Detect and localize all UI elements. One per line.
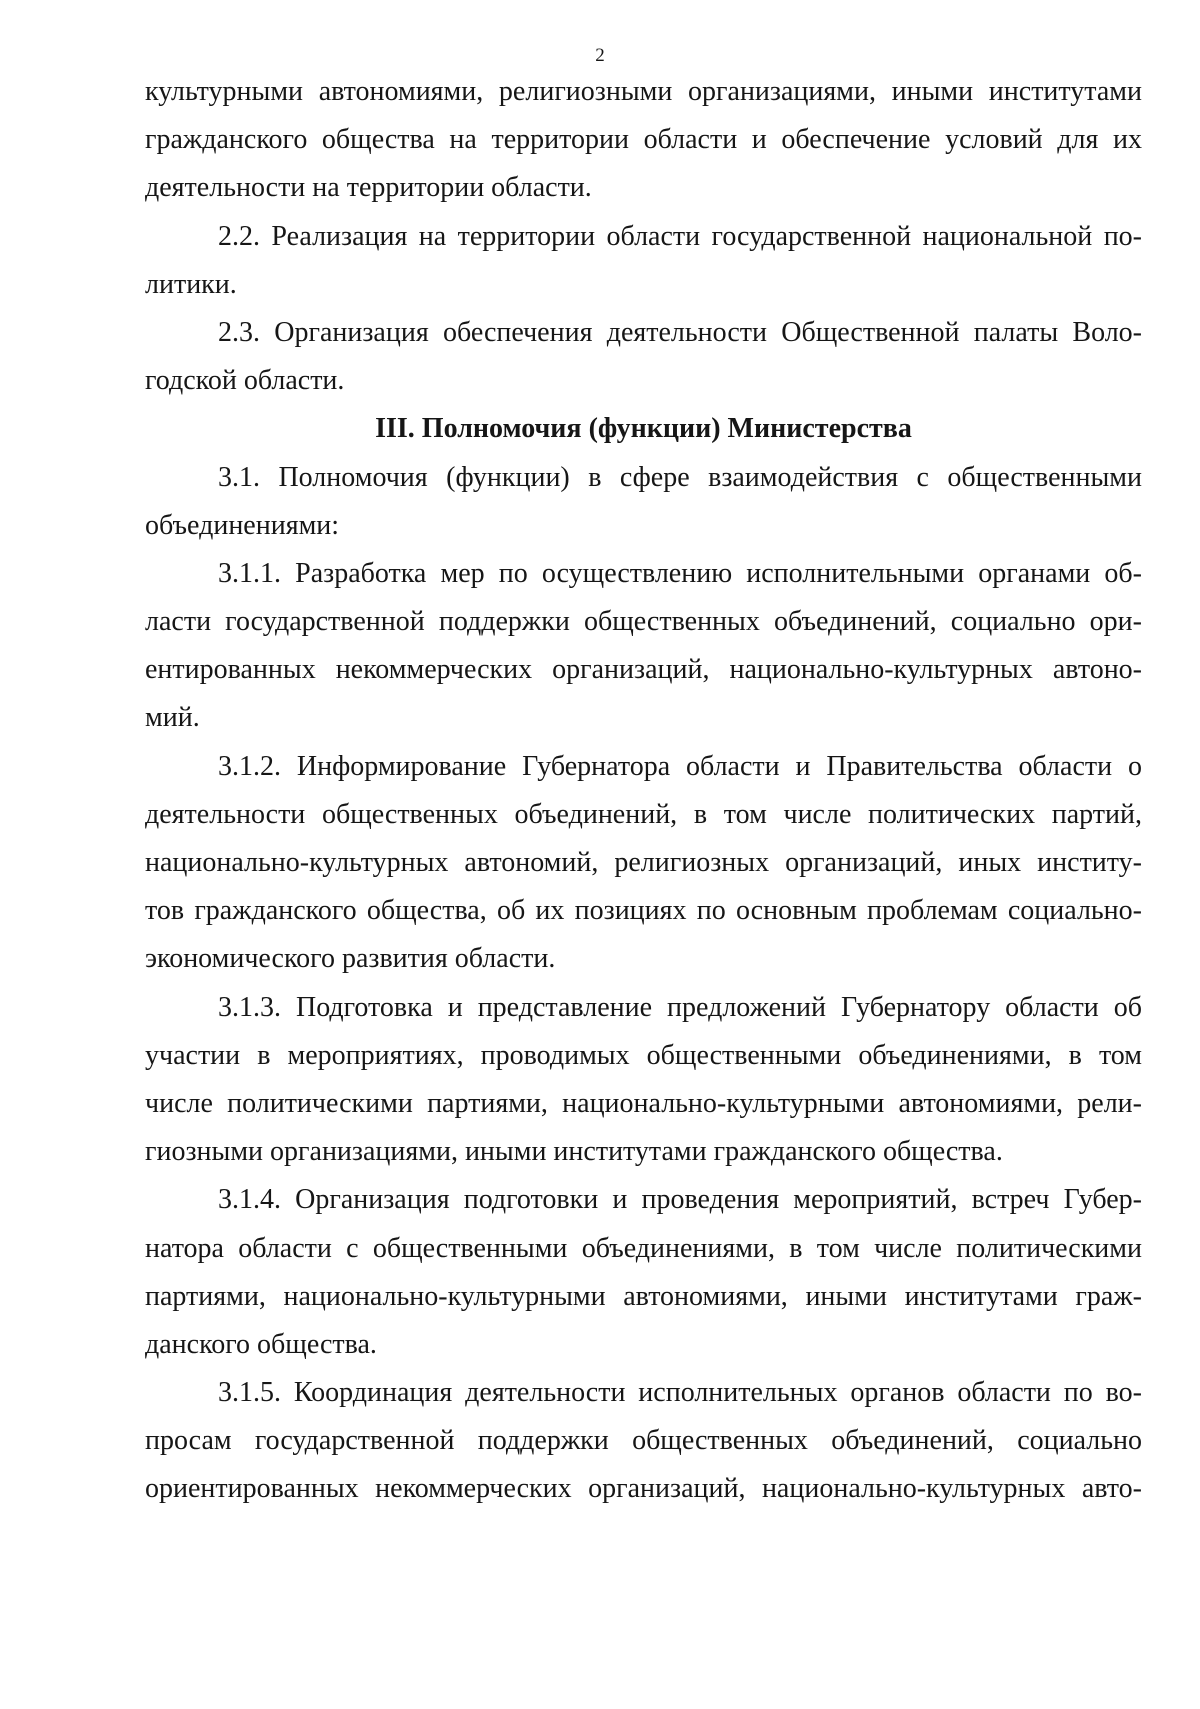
text-line: мий. [145, 702, 200, 734]
paragraph-3-1-2: 3.1.2. Информирование Губернатора области и Правительства области о [218, 750, 1142, 782]
text-line: экономического развития области. [145, 943, 556, 975]
text-line: культурными автономиями, религиозными организациями, иными институтами [145, 76, 1142, 107]
text-line: литики. [145, 268, 237, 300]
text-line: тов гражданского общества, об их позициях по основным проблемам социально- [145, 895, 1142, 927]
paragraph-2-2: 2.2. Реализация на территории области государственной национальной по- [218, 220, 1142, 252]
paragraph-3-1-1: 3.1.1. Разработка мер по осуществлению исполнительными органами об- [218, 557, 1142, 589]
document-body [145, 68, 1142, 1514]
text-line: просам государственной поддержки общественных объединений, социально [145, 1425, 1142, 1457]
text-line: ентированных некоммерческих организаций, национально-культурных автоно- [145, 654, 1142, 686]
text-line: годской области. [145, 365, 345, 397]
paragraph-3-1-4: 3.1.4. Организация подготовки и проведения мероприятий, встреч Губер- [218, 1184, 1142, 1216]
text-line: партиями, национально-культурными автономиями, иными институтами граж- [145, 1280, 1142, 1312]
text-line: данского общества. [145, 1328, 377, 1360]
text-line: ласти государственной поддержки общественных объединений, социально ори- [145, 606, 1142, 638]
section-heading: III. Полномочия (функции) Министерства [375, 413, 912, 445]
text-line: объединениями: [145, 509, 340, 541]
paragraph-3-1-3: 3.1.3. Подготовка и представление предложений Губернатору области об [218, 991, 1142, 1023]
paragraph-2-3: 2.3. Организация обеспечения деятельности Общественной палаты Воло- [218, 316, 1142, 348]
text-line: гиозными организациями, иными институтами гражданского общества. [145, 1136, 1003, 1168]
text-line: натора области с общественными объединениями, в том числе политическими [145, 1232, 1142, 1264]
text-line: ориентированных некоммерческих организаций, национально-культурных авто- [145, 1473, 1142, 1505]
text-line: деятельности общественных объединений, в том числе политических партий, [145, 798, 1142, 830]
page-number: 2 [595, 45, 605, 66]
text-line: национально-культурных автономий, религиозных организаций, иных институ- [145, 847, 1142, 878]
text-line: гражданского общества на территории области и обеспечение условий для их [145, 124, 1142, 156]
text-line: числе политическими партиями, национально-культурными автономиями, рели- [145, 1087, 1142, 1119]
paragraph-3-1-5: 3.1.5. Координация деятельности исполнительных органов области по во- [218, 1377, 1142, 1409]
text-line: деятельности на территории области. [145, 172, 592, 204]
paragraph-3-1: 3.1. Полномочия (функции) в сфере взаимодействия с общественными [218, 461, 1142, 493]
text-line: участии в мероприятиях, проводимых общественными объединениями, в том [145, 1039, 1142, 1071]
